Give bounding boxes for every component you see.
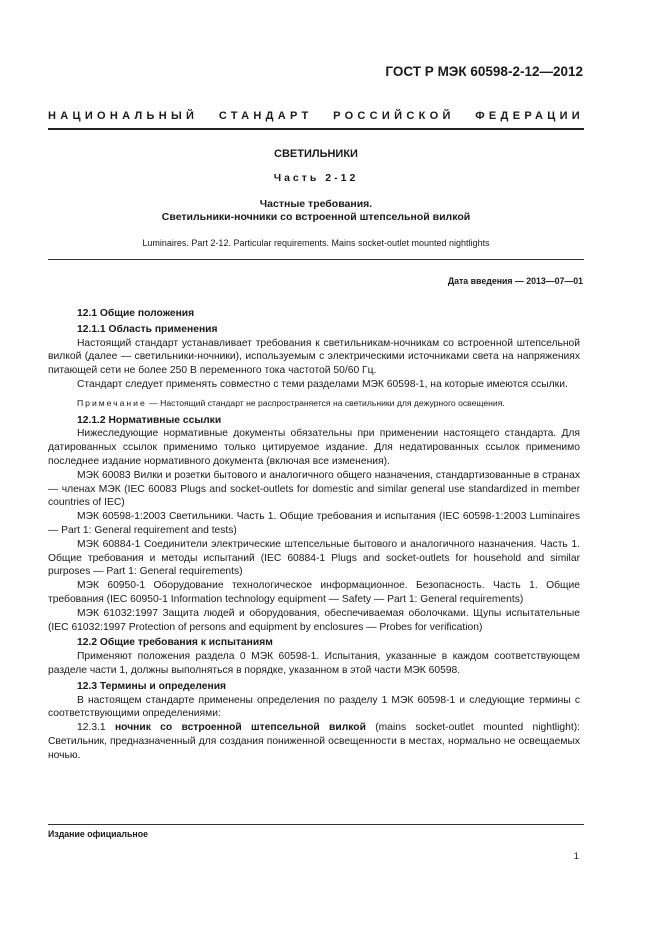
bottom-rule (48, 824, 584, 825)
paragraph-usage: Стандарт следует применять совместно с теми разделами МЭК 60598-1, на которые имеются ссылки. (77, 378, 568, 390)
reference-iec-60598-1: МЭК 60598-1:2003 Светильники. Часть 1. Общие требования и испытания (IEC 60598-1:2003 Luminaires — Part 1: General requirement and tests) (48, 511, 580, 536)
reference-iec-60083: МЭК 60083 Вилки и розетки бытового и аналогичного общего назначения, стандартизованные в странах — членах МЭК (IEC 60083 Plugs and socket-outlets for domestic and similar general use standardized in member countries of IEC) (48, 469, 580, 509)
definition-text: (mains socket-outlet mounted nightlight): Светильник, предназначенный для создания пониженной освещенности в местах, нормально не освещаемых ночью. (48, 722, 580, 761)
document-number: ГОСТ Р МЭК 60598-2-12—2012 (385, 64, 583, 79)
note-label: Примечание (77, 397, 147, 408)
english-title: Luminaires. Part 2-12. Particular requirements. Mains socket-outlet mounted nightlights (142, 238, 490, 248)
doc-part: Часть 2-12 (273, 172, 359, 184)
definition-number: 12.3.1 (77, 722, 115, 734)
paragraph-terms: В настоящем стандарте применены определения по разделу 1 МЭК 60598-1 и следующие термины с соответствующими определениями: (48, 694, 580, 720)
definition-12-3-1 (48, 721, 580, 762)
middle-rule (48, 259, 584, 260)
doc-title: СВЕТИЛЬНИКИ (274, 148, 358, 160)
reference-iec-61032: МЭК 61032:1997 Защита людей и оборудования, обеспечиваемая оболочками. Щупы испытательные (IEC 61032:1997 Protection of persons and equipment by enclosures — Probes for verification) (48, 607, 580, 633)
paragraph-tests: Применяют положения раздела 0 МЭК 60598-1. Испытания, указанные в каждом соответствующем разделе части 1, должны выполняться в порядке, указанном в этой части МЭК 60598. (48, 651, 580, 676)
reference-iec-60884-1: МЭК 60884-1 Соединители электрические штепсельные бытового и аналогичного назначения. Часть 1. Общие требования и методы испытаний (IEC 60884-1 Plugs and socket-outlets for household and similar purposes — Part 1: General requirements) (48, 538, 580, 578)
heading-12-1-2: 12.1.2 Нормативные ссылки (77, 414, 222, 426)
note-text: — Настоящий стандарт не распространяется на светильники для дежурного освещения. (146, 397, 505, 408)
paragraph-scope: Настоящий стандарт устанавливает требования к светильникам-ночникам со встроенной штепсельной вилкой (далее — светильники-ночники), используемым с электрическими источниками света на напряжениях питающей сети не более 250 В переменного тока частотой 50/60 Гц. (48, 337, 580, 377)
top-rule (48, 128, 584, 130)
reference-iec-60950-1: МЭК 60950-1 Оборудование технологическое информационное. Безопасность. Часть 1. Общие требования (IEC 60950-1 Information technology equipment — Safety — Part 1: General requirements) (48, 580, 580, 605)
national-standard-banner: НАЦИОНАЛЬНЫЙ СТАНДАРТ РОССИЙСКОЙ ФЕДЕРАЦИИ (48, 110, 584, 122)
doc-subtitle-1: Частные требования. (259, 198, 373, 210)
paragraph-normative: Нижеследующие нормативные документы обязательны при применении настоящего стандарта. Для датированных ссылок применимо только цитируемое издание. Для недатированных ссылок применимо последнее издание нормативного документа (включая все изменения). (48, 428, 580, 467)
page-number: 1 (573, 851, 579, 862)
doc-subtitle-2: Светильники-ночники со встроенной штепсельной вилкой (161, 211, 471, 223)
heading-12-3: 12.3 Термины и определения (77, 680, 227, 692)
note (48, 397, 580, 411)
official-edition: Издание официальное (48, 829, 148, 839)
heading-12-1-1: 12.1.1 Область применения (77, 323, 218, 335)
definition-term: ночник со встроенной штепсельной вилкой (114, 722, 366, 734)
heading-12-1: 12.1 Общие положения (77, 308, 195, 319)
heading-12-2: 12.2 Общие требования к испытаниям (77, 637, 273, 649)
introduction-date: Дата введения — 2013—07—01 (447, 276, 583, 286)
document-body (48, 305, 580, 763)
